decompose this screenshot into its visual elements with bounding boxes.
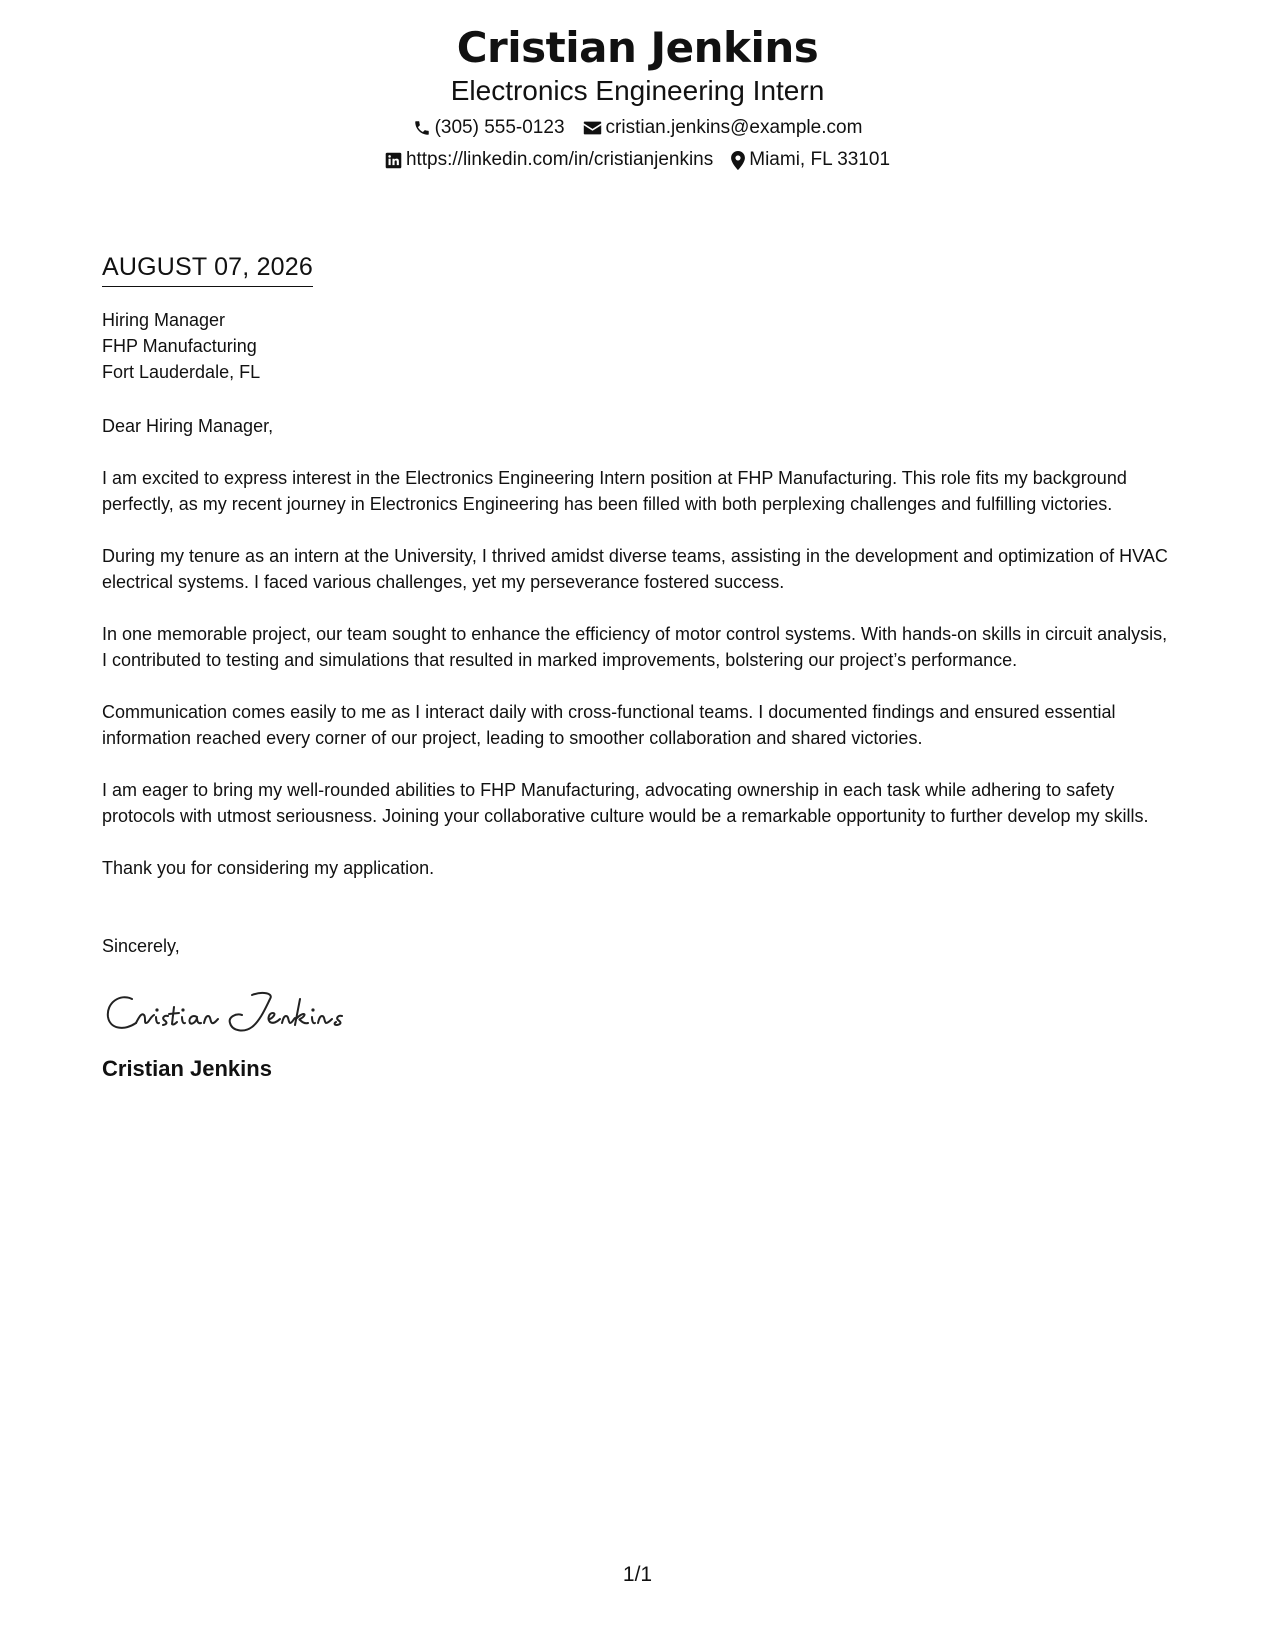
body-paragraph: I am excited to express interest in the Electronics Engineering Intern position at FHP Manufacturing. This role fits my background perfectly, as my recent journey in Electronics Engineering has been filled with both perplexing challenges and fulfilling victories. — [102, 468, 1127, 514]
letter-header — [0, 22, 1275, 172]
phone-text: (305) 555-0123 — [434, 117, 565, 138]
recipient-location: Fort Lauderdale, FL — [102, 362, 261, 382]
location-text: Miami, FL 33101 — [749, 149, 891, 170]
phone-icon — [413, 119, 431, 137]
closing-line: Thank you for considering my application. — [102, 858, 435, 878]
envelope-icon — [583, 120, 602, 136]
contact-location — [731, 148, 890, 172]
applicant-name: Cristian Jenkins — [456, 23, 819, 72]
contact-email — [583, 116, 863, 140]
map-marker-icon — [731, 151, 745, 170]
linkedin-link[interactable]: https://linkedin.com/in/cristianjenkins — [405, 149, 714, 170]
recipient-company: FHP Manufacturing — [102, 336, 257, 356]
linkedin-icon — [385, 152, 402, 169]
handwritten-signature — [102, 985, 1177, 1043]
email-link[interactable]: cristian.jenkins@example.com — [605, 117, 863, 138]
contact-row-secondary — [0, 148, 1275, 172]
body-paragraph: In one memorable project, our team sought to enhance the efficiency of motor control systems. With hands-on skills in circuit analysis, I contributed to testing and simulations that resulted in marked improvements, bolstering our project’s performance. — [102, 624, 1168, 670]
signer-name: Cristian Jenkins — [102, 1056, 272, 1081]
contact-linkedin — [385, 148, 713, 172]
page-number: 1/1 — [622, 1563, 653, 1586]
body-paragraph: During my tenure as an intern at the University, I thrived amidst diverse teams, assisting in the development and optimization of HVAC electrical systems. I faced various challenges, yet my perseverance fostered success. — [102, 546, 1168, 592]
body-paragraph: I am eager to bring my well-rounded abilities to FHP Manufacturing, advocating ownership in each task while adhering to safety protocols with utmost seriousness. Joining your collaborative culture would be a remarkable opportunity to further develop my skills. — [102, 780, 1149, 826]
body-paragraph: Communication comes easily to me as I interact daily with cross-functional teams. I documented findings and ensured essential information reached every corner of our project, leading to smoother collaboration and shared victories. — [102, 702, 1116, 748]
contact-row-primary — [0, 116, 1275, 140]
applicant-job-title: Electronics Engineering Intern — [450, 75, 825, 106]
recipient-title: Hiring Manager — [102, 310, 226, 330]
letter-date: AUGUST 07, 2026 — [102, 252, 313, 287]
salutation: Dear Hiring Manager, — [102, 416, 274, 436]
recipient-block — [102, 307, 1177, 385]
signoff: Sincerely, — [102, 936, 180, 956]
letter-body — [102, 252, 1177, 1083]
contact-phone — [413, 116, 565, 140]
